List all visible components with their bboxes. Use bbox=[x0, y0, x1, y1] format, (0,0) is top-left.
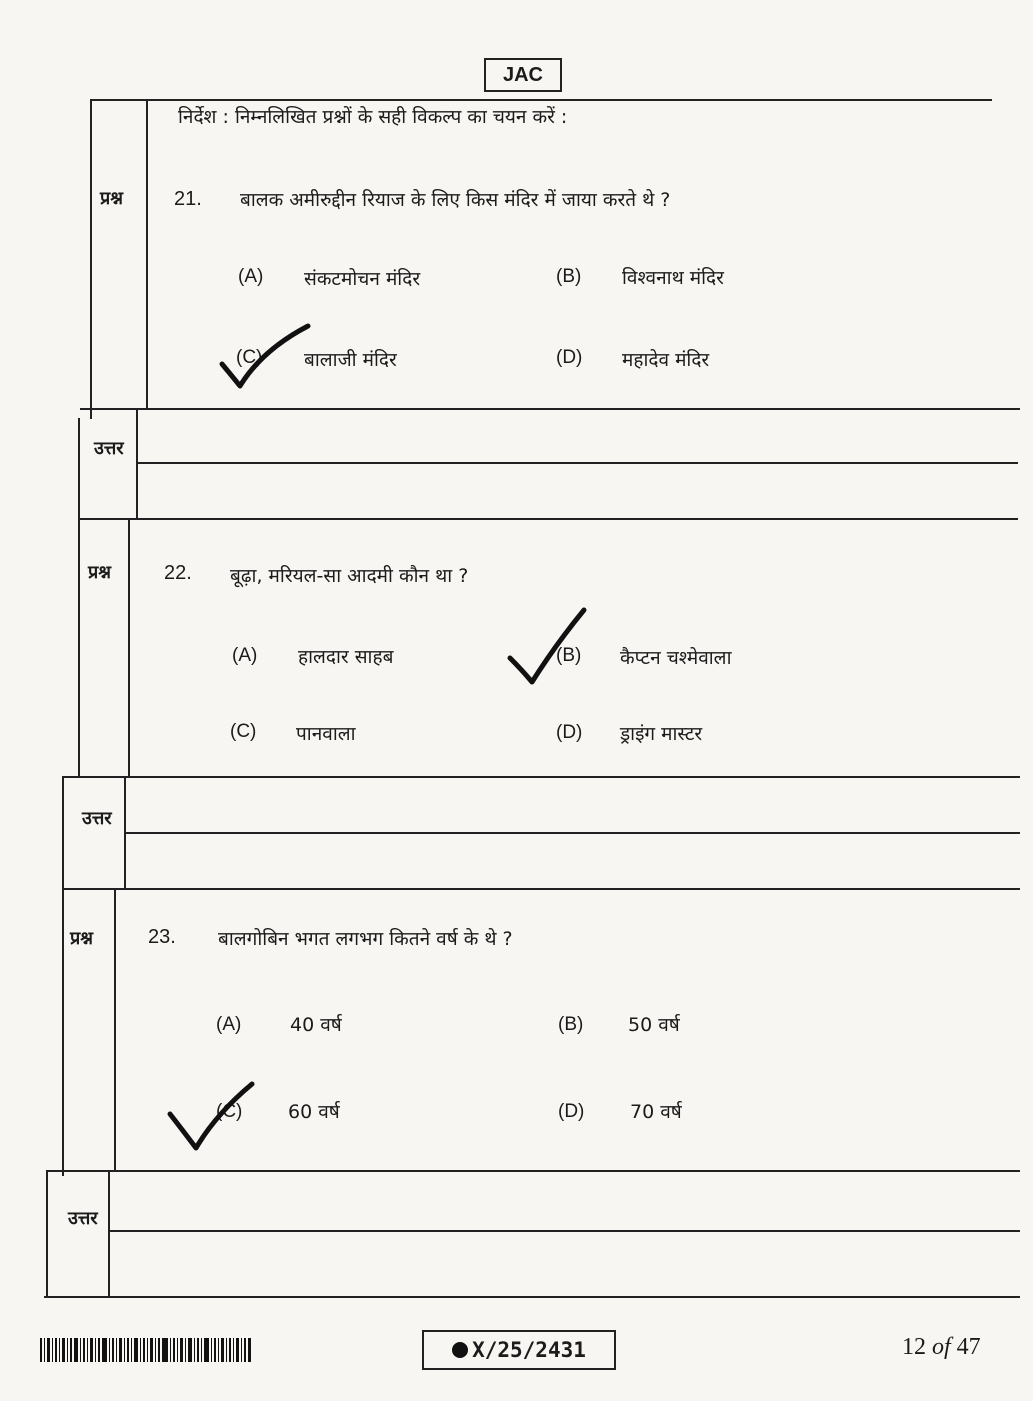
option-key: (C) bbox=[236, 347, 263, 368]
checkmark-icon bbox=[506, 604, 592, 688]
answer-label: उत्तर bbox=[94, 438, 124, 459]
instruction-text: निर्देश : निम्नलिखित प्रश्नों के सही विकल्प का चयन करें : bbox=[178, 106, 568, 128]
option-key: (C) bbox=[216, 1101, 243, 1122]
row-line-q22-start bbox=[78, 518, 1018, 520]
option-text: बालाजी मंदिर bbox=[304, 349, 397, 371]
question-text: बालगोबिन भगत लगभग कितने वर्ष के थे ? bbox=[218, 928, 513, 950]
question-label: प्रश्न bbox=[88, 562, 111, 583]
question-text: बालक अमीरुद्दीन रियाज के लिए किस मंदिर में जाया करते थे ? bbox=[240, 189, 671, 211]
page-indicator bbox=[902, 1334, 981, 1361]
option-text: संकटमोचन मंदिर bbox=[304, 268, 421, 290]
option-text: महादेव मंदिर bbox=[622, 349, 710, 371]
question-number: 21. bbox=[174, 188, 202, 210]
frame-left-line bbox=[90, 99, 92, 419]
checkmark-icon bbox=[166, 1080, 258, 1154]
option-key: (B) bbox=[558, 1014, 584, 1035]
page-of: of bbox=[932, 1334, 951, 1360]
header-badge: JAC bbox=[484, 58, 562, 92]
option-text: 70 वर्ष bbox=[630, 1101, 682, 1123]
option-text: 50 वर्ष bbox=[628, 1014, 680, 1036]
page-number: 12 bbox=[902, 1334, 926, 1360]
barcode-icon bbox=[40, 1338, 252, 1362]
row-line-q21-end bbox=[80, 408, 1020, 410]
question-text: बूढ़ा, मरियल-सा आदमी कौन था ? bbox=[230, 565, 469, 587]
answer-label: उत्तर bbox=[68, 1208, 98, 1229]
paper-code: X/25/2431 bbox=[472, 1338, 586, 1362]
option-key: (B) bbox=[556, 266, 582, 287]
option-key: (B) bbox=[556, 645, 582, 666]
option-key: (D) bbox=[556, 722, 583, 743]
column-divider-1 bbox=[146, 99, 148, 409]
paper-code-box bbox=[422, 1330, 616, 1370]
option-text: हालदार साहब bbox=[298, 646, 394, 668]
option-text: ड्राइंग मास्टर bbox=[620, 723, 703, 745]
checkmark-icon bbox=[218, 320, 314, 392]
frame-left-line-4 bbox=[46, 1170, 48, 1298]
option-text: पानवाला bbox=[296, 723, 356, 745]
row-line-q23-start bbox=[62, 888, 1020, 890]
question-label: प्रश्न bbox=[100, 188, 123, 209]
option-key: (A) bbox=[232, 645, 258, 666]
frame-top-line bbox=[92, 99, 992, 101]
row-line-q22-end bbox=[62, 776, 1020, 778]
question-number: 23. bbox=[148, 926, 176, 948]
option-text: विश्वनाथ मंदिर bbox=[622, 267, 724, 289]
column-divider-3 bbox=[128, 518, 130, 778]
answer-line-22 bbox=[126, 832, 1020, 834]
page-total: 47 bbox=[956, 1334, 981, 1360]
answer-line-21 bbox=[138, 462, 1018, 464]
answer-line-23 bbox=[110, 1230, 1020, 1232]
row-line-q23-end bbox=[46, 1170, 1020, 1172]
question-label: प्रश्न bbox=[70, 928, 93, 949]
option-text: 60 वर्ष bbox=[288, 1101, 340, 1123]
column-divider-6 bbox=[108, 1170, 110, 1298]
option-key: (C) bbox=[230, 721, 257, 742]
option-key: (A) bbox=[238, 266, 264, 287]
option-key: (D) bbox=[556, 347, 583, 368]
option-key: (A) bbox=[216, 1014, 242, 1035]
bullet-icon bbox=[452, 1342, 468, 1358]
option-text: 40 वर्ष bbox=[290, 1014, 342, 1036]
frame-left-line-2 bbox=[78, 418, 80, 778]
option-key: (D) bbox=[558, 1101, 585, 1122]
option-text: कैप्टन चश्मेवाला bbox=[620, 647, 732, 669]
answer-label: उत्तर bbox=[82, 808, 112, 829]
frame-left-line-3 bbox=[62, 776, 64, 1176]
question-number: 22. bbox=[164, 562, 192, 584]
frame-bottom-line bbox=[44, 1296, 1020, 1298]
column-divider-5 bbox=[114, 888, 116, 1172]
